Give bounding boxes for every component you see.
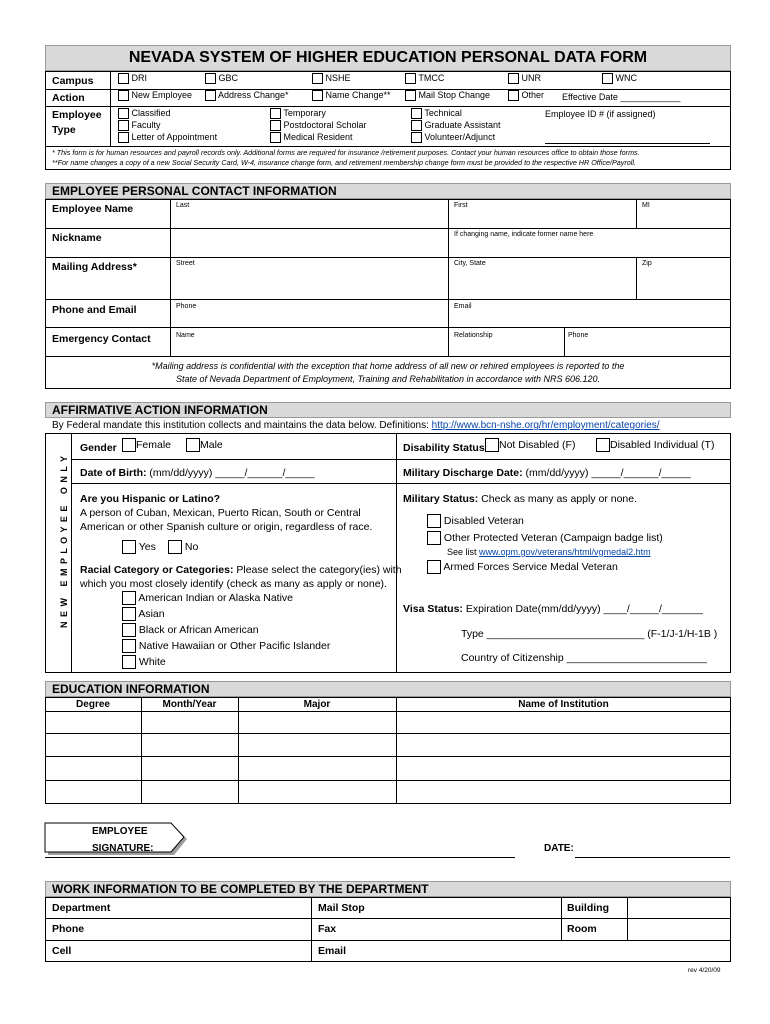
work-mail-stop-label: Mail Stop bbox=[318, 902, 365, 914]
type-medical-resident[interactable]: Medical Resident bbox=[270, 132, 353, 143]
checkbox-icon[interactable] bbox=[270, 108, 281, 119]
revision-label: rev 4/20/09 bbox=[688, 967, 721, 974]
checkbox-icon[interactable] bbox=[405, 73, 416, 84]
first-name-field[interactable]: First bbox=[454, 202, 468, 209]
work-department-label: Department bbox=[52, 902, 111, 914]
campus-option-nshe[interactable]: NSHE bbox=[312, 73, 351, 84]
employee-name-label: Employee Name bbox=[52, 203, 134, 215]
campus-option-wnc[interactable]: WNC bbox=[602, 73, 637, 84]
checkbox-icon[interactable] bbox=[122, 438, 136, 452]
disabled-option[interactable]: Disabled Individual (T) bbox=[596, 438, 714, 452]
checkbox-icon[interactable] bbox=[508, 90, 519, 101]
emergency-phone-field[interactable]: Phone bbox=[568, 332, 589, 339]
work-header: WORK INFORMATION TO BE COMPLETED BY THE DEPARTMENT bbox=[45, 881, 731, 897]
gender-male[interactable]: Male bbox=[186, 438, 223, 452]
race-white[interactable]: White bbox=[122, 655, 166, 669]
employee-type-label-1: Employee bbox=[52, 109, 102, 121]
type-volunteer[interactable]: Volunteer/Adjunct bbox=[411, 132, 495, 143]
emergency-relationship-field[interactable]: Relationship bbox=[454, 332, 493, 339]
race-asian[interactable]: Asian bbox=[122, 607, 165, 621]
hispanic-yes[interactable]: Yes bbox=[122, 540, 156, 554]
checkbox-icon[interactable] bbox=[122, 655, 136, 669]
race-american-indian[interactable]: American Indian or Alaska Native bbox=[122, 591, 293, 605]
checkbox-icon[interactable] bbox=[411, 108, 422, 119]
action-new-employee[interactable]: New Employee bbox=[118, 90, 192, 101]
checkbox-icon[interactable] bbox=[122, 639, 136, 653]
checkbox-icon[interactable] bbox=[427, 514, 441, 528]
last-name-field[interactable]: Last bbox=[176, 202, 190, 209]
checkbox-icon[interactable] bbox=[602, 73, 613, 84]
checkbox-icon[interactable] bbox=[122, 607, 136, 621]
campus-option-tmcc[interactable]: TMCC bbox=[405, 73, 444, 84]
hispanic-def-2: American or other Spanish culture or origin, regardless of race. bbox=[80, 521, 373, 533]
type-temporary[interactable]: Temporary bbox=[270, 108, 326, 119]
work-email-label: Email bbox=[318, 945, 347, 957]
race-question-2: which you most closely identify (check as many as apply or none). bbox=[80, 578, 387, 590]
work-phone-label: Phone bbox=[52, 923, 85, 935]
checkbox-icon[interactable] bbox=[122, 623, 136, 637]
checkbox-icon[interactable] bbox=[122, 540, 136, 554]
nickname-label: Nickname bbox=[52, 232, 102, 244]
employee-id-label: Employee ID # (if assigned) bbox=[545, 109, 656, 119]
mailing-address-label: Mailing Address* bbox=[52, 261, 137, 273]
checkbox-icon[interactable] bbox=[118, 90, 129, 101]
education-col-institution: Name of Institution bbox=[518, 699, 609, 710]
checkbox-icon[interactable] bbox=[411, 120, 422, 131]
effective-date-field[interactable]: Effective Date ____________ bbox=[562, 92, 681, 102]
veteran-disabled[interactable]: Disabled Veteran bbox=[427, 514, 524, 528]
checkbox-icon[interactable] bbox=[186, 438, 200, 452]
campus-option-dri[interactable]: DRI bbox=[118, 73, 147, 84]
work-fax-label: Fax bbox=[318, 923, 337, 935]
veteran-see-list: See list www.opm.gov/veterans/html/vgmedal2.htm bbox=[447, 547, 651, 557]
work-building-label: Building bbox=[567, 902, 609, 914]
work-room-label: Room bbox=[567, 923, 597, 935]
checkbox-icon[interactable] bbox=[118, 132, 129, 143]
checkbox-icon[interactable] bbox=[205, 90, 216, 101]
checkbox-icon[interactable] bbox=[312, 73, 323, 84]
action-label: Action bbox=[52, 92, 85, 104]
signature-label-2: SIGNATURE: bbox=[92, 843, 154, 854]
type-classified[interactable]: Classified bbox=[118, 108, 171, 119]
hispanic-def-1: A person of Cuban, Mexican, Puerto Rican, South or Central bbox=[80, 507, 361, 519]
military-status-label: Military Status: Check as many as apply or none. bbox=[403, 493, 638, 505]
definitions-link[interactable]: http://www.bcn-nshe.org/hr/employment/categories/ bbox=[431, 420, 660, 431]
email-field[interactable]: Email bbox=[454, 303, 472, 310]
campus-option-unr[interactable]: UNR bbox=[508, 73, 541, 84]
checkbox-icon[interactable] bbox=[168, 540, 182, 554]
action-other[interactable]: Other bbox=[508, 90, 544, 101]
military-discharge-field[interactable]: Military Discharge Date: (mm/dd/yyyy) _____/______/_____ bbox=[403, 467, 691, 479]
education-col-degree: Degree bbox=[76, 699, 110, 710]
footnote-2: **For name changes a copy of a new Social Security Card, W-4, insurance change form, and retirement membership change form must be provided to the respective HR Office/Payroll. bbox=[52, 158, 636, 167]
veterans-link[interactable]: www.opm.gov/veterans/html/vgmedal2.htm bbox=[479, 547, 651, 557]
new-employee-only-label: N E W E M P L O Y E E O N L Y bbox=[59, 454, 69, 628]
mi-field[interactable]: MI bbox=[642, 202, 650, 209]
gender-female[interactable]: Female bbox=[122, 438, 171, 452]
checkbox-icon[interactable] bbox=[270, 132, 281, 143]
zip-field[interactable]: Zip bbox=[642, 260, 652, 267]
signature-date-label: DATE: bbox=[544, 843, 574, 854]
veteran-armed-forces[interactable]: Armed Forces Service Medal Veteran bbox=[427, 560, 618, 574]
race-question-1: Racial Category or Categories: Please select the category(ies) with bbox=[80, 564, 402, 576]
signature-label-1: EMPLOYEE bbox=[92, 826, 148, 837]
checkbox-icon[interactable] bbox=[118, 73, 129, 84]
work-table bbox=[45, 897, 731, 962]
mailing-note-1: *Mailing address is confidential with the exception that home address of all new or rehired employees is reported to the bbox=[151, 361, 625, 371]
hispanic-question: Are you Hispanic or Latino? bbox=[80, 493, 221, 505]
former-name-field[interactable]: If changing name, indicate former name here bbox=[454, 231, 594, 238]
not-disabled-option[interactable]: Not Disabled (F) bbox=[485, 438, 575, 452]
checkbox-icon[interactable] bbox=[427, 560, 441, 574]
type-technical[interactable]: Technical bbox=[411, 108, 462, 119]
phone-email-label: Phone and Email bbox=[52, 304, 137, 316]
emergency-contact-label: Emergency Contact bbox=[52, 333, 151, 345]
checkbox-icon[interactable] bbox=[485, 438, 499, 452]
action-address-change[interactable]: Address Change* bbox=[205, 90, 289, 101]
type-postdoctoral[interactable]: Postdoctoral Scholar bbox=[270, 120, 367, 131]
veteran-protected[interactable]: Other Protected Veteran (Campaign badge list) bbox=[427, 531, 663, 545]
race-black[interactable]: Black or African American bbox=[122, 623, 259, 637]
employee-type-label-2: Type bbox=[52, 124, 76, 136]
employee-id-line[interactable] bbox=[545, 143, 710, 144]
visa-type-field[interactable]: Type ___________________________ (F-1/J-1/H-1B ) bbox=[461, 628, 718, 640]
citizenship-field[interactable]: Country of Citizenship ________________________ bbox=[461, 652, 707, 664]
dob-field[interactable]: Date of Birth: (mm/dd/yyyy) _____/______/_____ bbox=[80, 467, 315, 479]
signature-line[interactable] bbox=[45, 857, 515, 858]
checkbox-icon[interactable] bbox=[405, 90, 416, 101]
city-state-field[interactable]: City, State bbox=[454, 260, 486, 267]
checkbox-icon[interactable] bbox=[427, 531, 441, 545]
education-col-month-year: Month/Year bbox=[162, 699, 217, 710]
work-cell-label: Cell bbox=[52, 945, 72, 957]
type-letter-of-appointment[interactable]: Letter of Appointment bbox=[118, 132, 217, 143]
checkbox-icon[interactable] bbox=[118, 108, 129, 119]
hispanic-no[interactable]: No bbox=[168, 540, 198, 554]
affirmative-intro: By Federal mandate this institution collects and maintains the data below. Definitions: http://www.bcn-nshe.org/hr/employment/categories/ bbox=[52, 420, 660, 431]
mailing-note-2: State of Nevada Department of Employment, Training and Rehabilitation in accordance with NRS 606.120. bbox=[175, 374, 601, 384]
education-table bbox=[45, 697, 731, 804]
checkbox-icon[interactable] bbox=[122, 591, 136, 605]
checkbox-icon[interactable] bbox=[508, 73, 519, 84]
affirmative-header: AFFIRMATIVE ACTION INFORMATION bbox=[45, 402, 731, 418]
date-line[interactable] bbox=[575, 857, 730, 858]
disability-label: Disability Status bbox=[403, 442, 485, 454]
checkbox-icon[interactable] bbox=[205, 73, 216, 84]
campus-label: Campus bbox=[52, 75, 94, 87]
action-mail-stop-change[interactable]: Mail Stop Change bbox=[405, 90, 490, 101]
street-field[interactable]: Street bbox=[176, 260, 195, 267]
form-title: NEVADA SYSTEM OF HIGHER EDUCATION PERSONAL DATA FORM bbox=[128, 49, 648, 66]
emergency-name-field[interactable]: Name bbox=[176, 332, 195, 339]
form-title-bar bbox=[45, 45, 731, 71]
type-faculty[interactable]: Faculty bbox=[118, 120, 161, 131]
gender-label: Gender bbox=[80, 442, 117, 454]
checkbox-icon[interactable] bbox=[118, 120, 129, 131]
education-header: EDUCATION INFORMATION bbox=[45, 681, 731, 697]
checkbox-icon[interactable] bbox=[596, 438, 610, 452]
action-name-change[interactable]: Name Change** bbox=[312, 90, 391, 101]
type-graduate-assistant[interactable]: Graduate Assistant bbox=[411, 120, 501, 131]
visa-status-field[interactable]: Visa Status: Expiration Date(mm/dd/yyyy) ____/_____/_______ bbox=[403, 603, 703, 615]
contact-header: EMPLOYEE PERSONAL CONTACT INFORMATION bbox=[45, 183, 731, 199]
education-col-major: Major bbox=[303, 699, 331, 710]
footnote-1: * This form is for human resources and payroll records only. Additional forms are required for insurance /retirement purposes. Contact your human resources office to obtain those forms. bbox=[52, 148, 640, 157]
phone-field[interactable]: Phone bbox=[176, 303, 197, 310]
campus-option-gbc[interactable]: GBC bbox=[205, 73, 238, 84]
race-native-hawaiian[interactable]: Native Hawaiian or Other Pacific Islander bbox=[122, 639, 330, 653]
checkbox-icon[interactable] bbox=[312, 90, 323, 101]
checkbox-icon[interactable] bbox=[411, 132, 422, 143]
checkbox-icon[interactable] bbox=[270, 120, 281, 131]
